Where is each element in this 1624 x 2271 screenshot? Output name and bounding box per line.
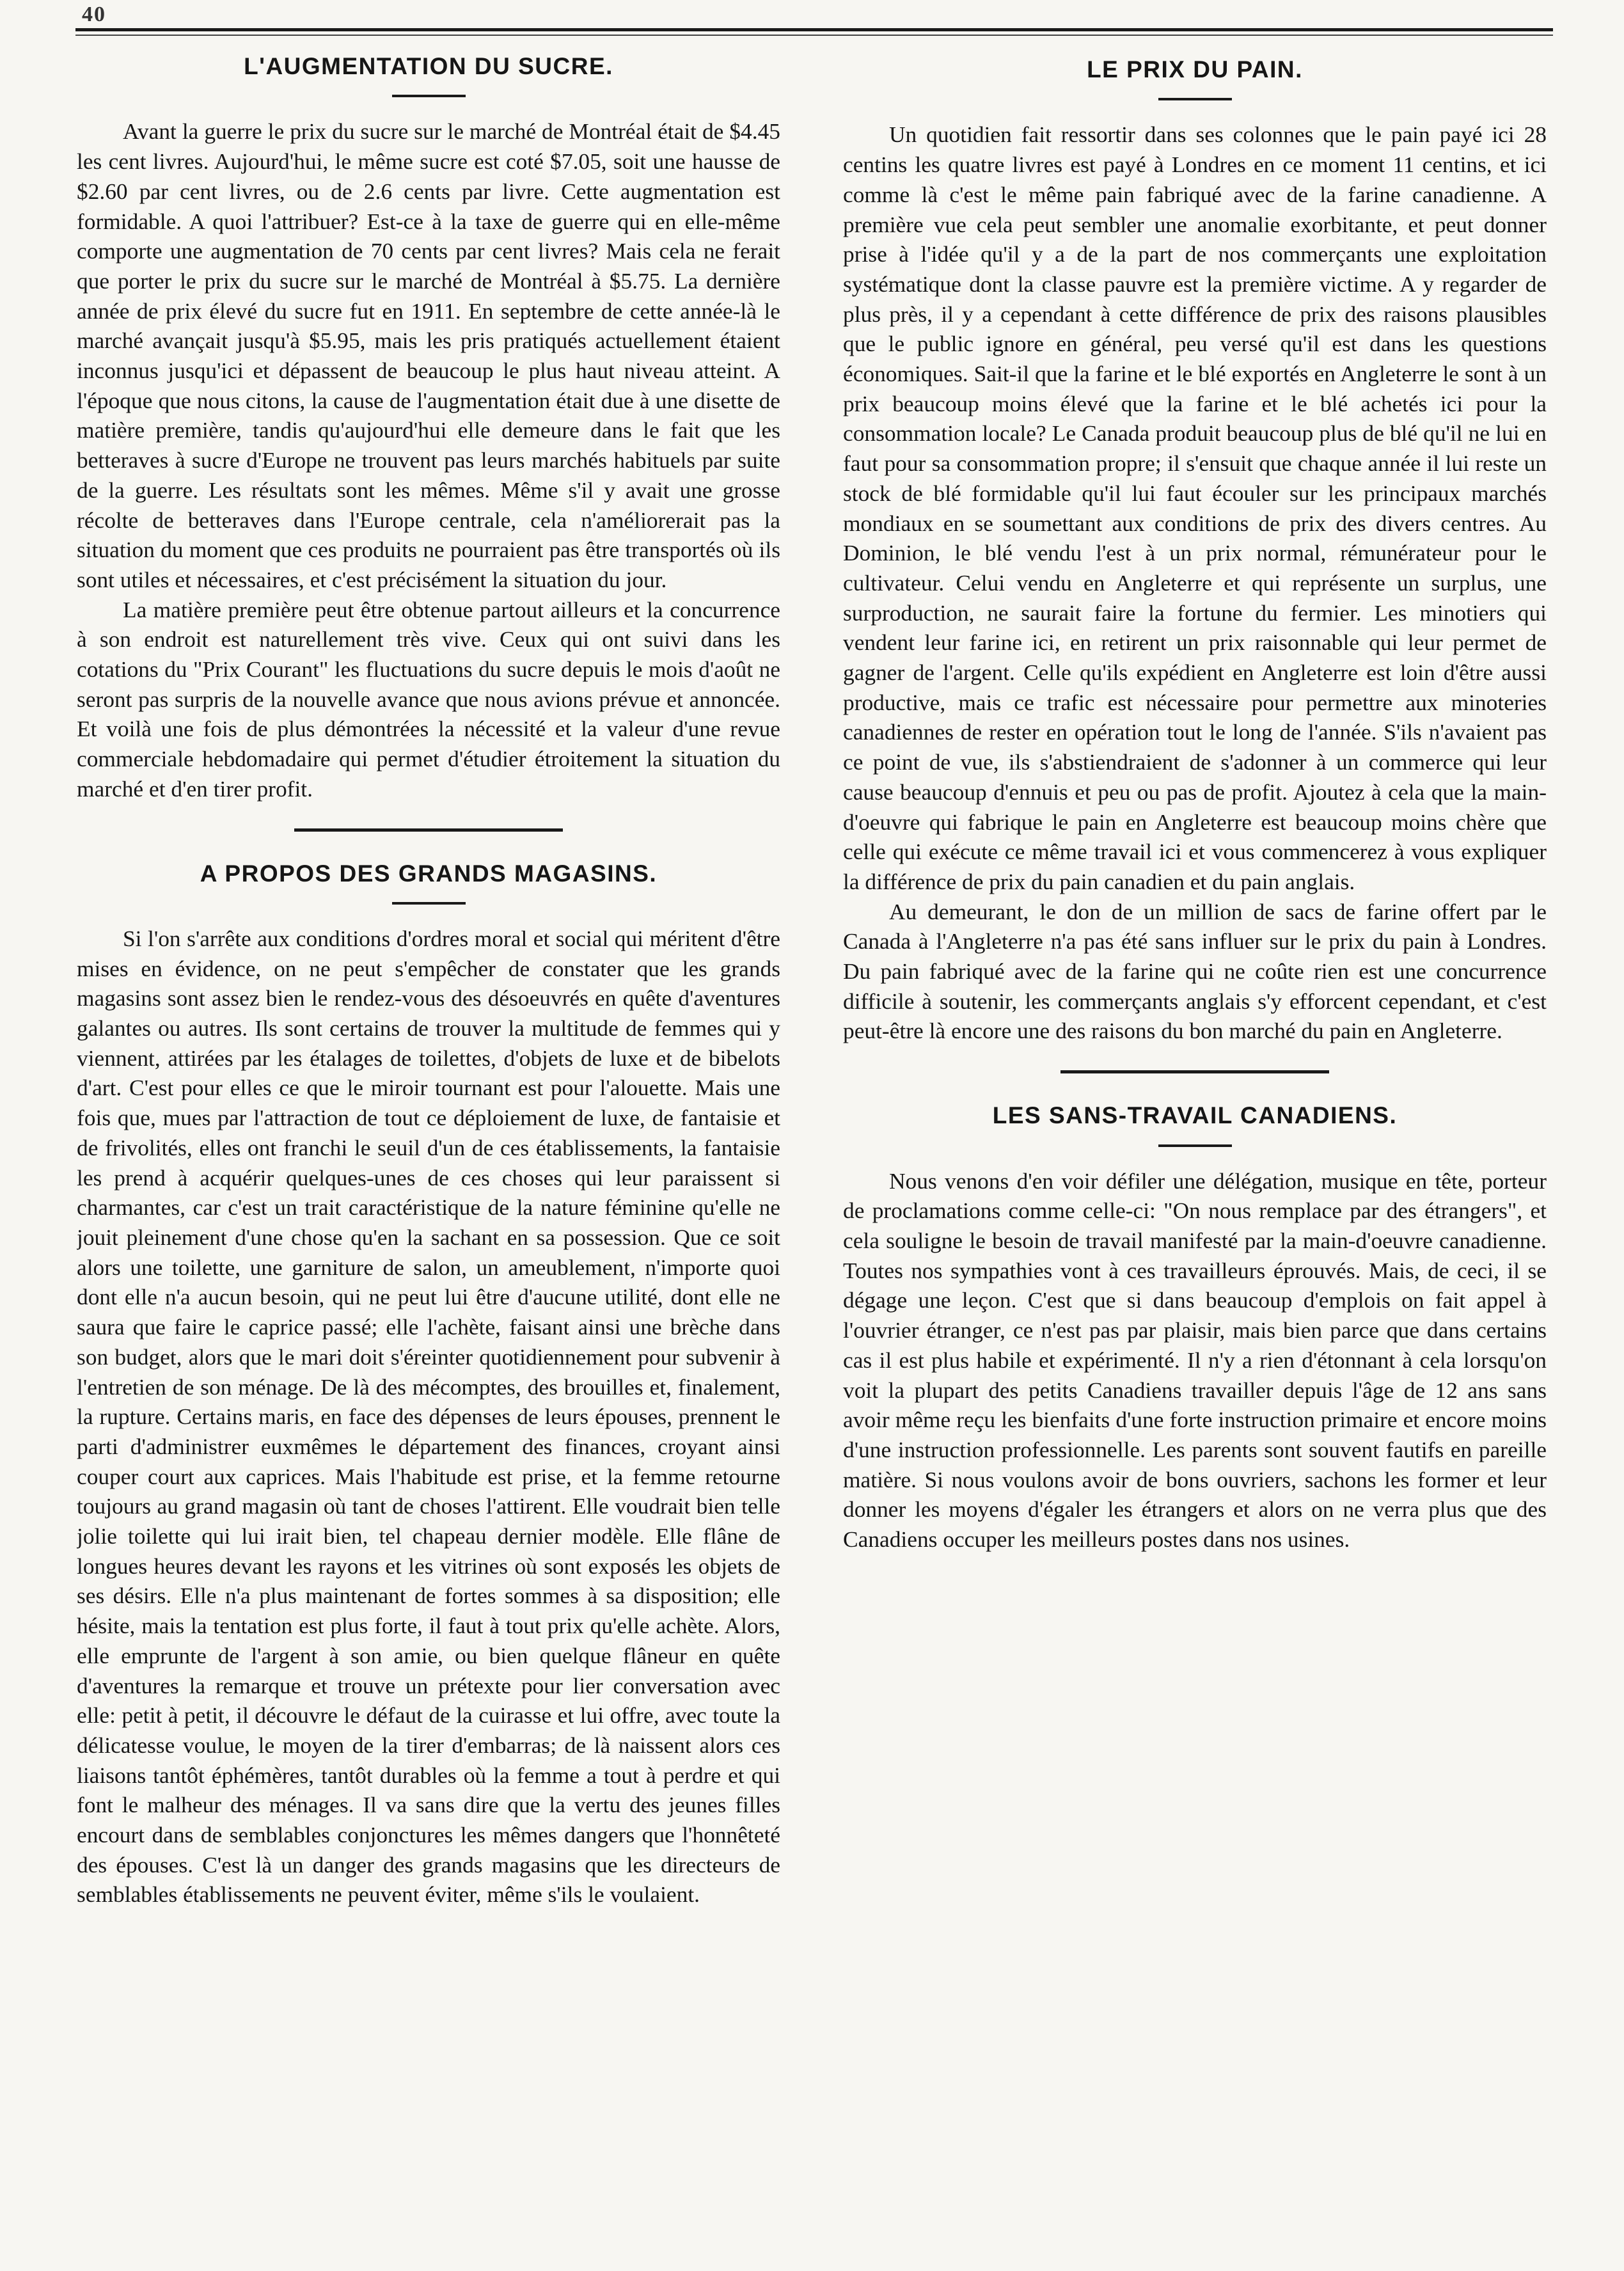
article-paragraph: Si l'on s'arrête aux conditions d'ordres moral et social qui méritent d'être mises en évidence, on ne peut s'empêcher de constater que les grands magasins sont assez bien le rendez-vous des désoeuvrés en quête d'aventures galantes ou autres. Ils sont certains de trouver la multitude de femmes qui y viennent, attirées par les étalages de toilettes, d'objets de luxe et de bibelots d'art. C'est pour elles ce que le miroir tournant est pour l'alouette. Mais une fois que, mues par l'attraction de tout ce déploiement de luxe, de fantaisie et de frivolités, elles ont franchi le seuil d'un de ces établissements, la fantaisie les prend à acquérir quelques-unes de ces choses qui leur paraissent si charmantes, car c'est un trait caractéristique de la nature féminine qu'elle ne jouit pleinement d'une chose qu'en la sachant en sa possession. Que ce soit alors une toilette, une garniture de salon, un ameublement, n'importe quoi dont elle n'a aucun besoin, qui ne peut lui être d'aucune utilité, dont elle ne saura que faire le caprice passé; elle l'achète, faisant ainsi une brèche dans son budget, alors que le mari doit s'éreinter quotidiennement pour subvenir à l'entretien de son ménage. De là des mécomptes, des brouilles et, finalement, la rupture. Certains maris, en face des dépenses de leurs épouses, prennent le parti d'administrer euxmêmes le département des finances, croyant ainsi couper court aux caprices. Mais l'habitude est prise, et la femme retourne toujours au grand magasin où tant de choses l'attirent. Elle voudrait bien telle jolie toilette qui lui irait bien, tel chapeau dernier modèle. Elle flâne de longues heures devant les rayons et les vitrines où sont exposés les objets de ses désirs. Elle n'a plus maintenant de fortes sommes à sa disposition; elle hésite, mais la tentation est plus forte, il faut à tout prix qu'elle achète. Alors, elle emprunte de l'argent à son amie, ou bien quelque flâneur en quête d'aventures la remarque et trouve un prétexte pour lier conversation avec elle: petit à petit, il découvre le défaut de la cuirasse et lui offre, avec toute la délicatesse voulue, le moyen de la tirer d'embarras; de là naissent alors ces liaisons tantôt éphémères, tantôt durables où la femme a tout à perdre et qui font le malheur des ménages. Il va sans dire que la vertu des jeunes filles encourt dans de semblables conjonctures les mêmes dangers que l'honnêteté des épouses. C'est là un danger des grands magasins que les directeurs de semblables établissements ne peuvent éviter, même s'ils le voulaient.: [77, 925, 780, 1908]
article-separator: [1060, 1070, 1329, 1073]
article-paragraph: Avant la guerre le prix du sucre sur le marché de Montréal était de $4.45 les cent livres. Aujourd'hui, le même sucre est coté $7.05, soit une hausse de $2.60 par cent livres, ou de 2.6 cents par livre. Cette augmentation est formidable. A quoi l'attribuer? Est-ce à la taxe de guerre qui en elle-même comporte une augmentation de 70 cents par cent livres? Mais cela ne ferait que porter le prix du sucre sur le marché de Montréal à $5.75. La dernière année de prix élevé du sucre fut en 1911. En septembre de cette année-là le marché avançait jusqu'à $5.95, mais les pris pratiqués actuellement étaient inconnus jusqu'ici et dépassent de beaucoup le plus haut niveau atteint. A l'époque que nous citons, la cause de l'augmentation était due à une disette de matière première, tandis qu'aujourd'hui elle demeure dans le fait que les betteraves à sucre d'Europe ne trouvent pas leurs marchés habituels par suite de la guerre. Les résultats sont les mêmes. Même s'il y avait une grosse récolte de betteraves dans l'Europe centrale, cela n'améliorerait pas la situation du moment que ces produits ne pourraient pas être transportés où ils sont utiles et nécessaires, et c'est précisément la situation du jour.: [77, 118, 780, 592]
left-column: [77, 52, 780, 2183]
article-title: A PROPOS DES GRANDS MAGASINS.: [200, 860, 658, 887]
title-rule: [392, 902, 466, 905]
article-title: LES SANS-TRAVAIL CANADIENS.: [992, 1102, 1398, 1129]
article-paragraph: Nous venons d'en voir défiler une délégation, musique en tête, porteur de proclamations comme celle-ci: "On nous remplace par des étrangers", et cela souligne le besoin de travail manifesté par la main-d'oeuvre canadienne. Toutes nos sympathies vont à ces travailleurs éprouvés. Mais, de ceci, il se dégage une leçon. C'est que si dans beaucoup d'emplois on fait appel à l'ouvrier étranger, ce n'est pas par plaisir, mais bien parce que dans certains cas il est plus habile et expérimenté. Il n'y a rien d'étonnant à cela lorsqu'on voit la plupart des petits Canadiens travailler depuis l'âge de 12 ans sans avoir même reçu les bienfaits d'une forte instruction primaire et encore moins d'une instruction professionnelle. Les parents sont souvent fautifs en pareille matière. Si nous voulons avoir de bons ouvriers, sachons les former et leur donner les moyens d'égaler les étrangers et alors on ne verra plus que des Canadiens occuper les meilleurs postes dans nos usines.: [843, 1167, 1547, 1553]
header-rule-thin: [75, 35, 1553, 36]
article-separator: [294, 828, 563, 832]
article-unemployed: [843, 1102, 1547, 1555]
article-bread-price: [843, 56, 1547, 1046]
title-rule: [1158, 98, 1232, 100]
article-title: L'AUGMENTATION DU SUCRE.: [244, 53, 613, 79]
right-column: [843, 52, 1547, 2183]
article-department-stores: [77, 860, 780, 1910]
article-paragraph: La matière première peut être obtenue partout ailleurs et la concurrence à son endroit est naturellement très vive. Ceux qui ont suivi dans les cotations du "Prix Courant" les fluctuations du sucre depuis le mois d'août ne seront pas surpris de la nouvelle avance que nous avions prévue et annoncée. Et voilà une fois de plus démontrées la nécessité et la valeur d'une revue commerciale hebdomadaire qui permet d'étudier étroitement la situation du marché et d'en tirer profit.: [77, 596, 780, 802]
page-number: 40: [82, 3, 106, 26]
article-paragraph: Un quotidien fait ressortir dans ses colonnes que le pain payé ici 28 centins les quatre livres est payé à Londres en ce moment 11 centins, et ici comme là c'est le même pain fabriqué avec de la farine canadienne. A première vue cela peut sembler une anomalie exorbitante, et peut donner prise à l'idée qu'il y a de la part de nos commerçants une exploitation systématique dont la classe pauvre est la première victime. A y regarder de plus près, il y a cependant à cette différence de prix des raisons plausibles que le public ignore en général, peu versé qu'il est dans les questions économiques. Sait-il que la farine et le blé exportés en Angleterre le sont à un prix beaucoup moins élevé que la farine et le blé achetés ici pour la consommation locale? Le Canada produit beaucoup plus de blé qu'il ne lui en faut pour sa consommation propre; il s'ensuit que chaque année il lui reste un stock de blé formidable qu'il lui faut écouler sur les principaux marchés mondiaux en se soumettant aux conditions de prix des divers centres. Au Dominion, le blé vendu l'est à un prix normal, rémunérateur pour le cultivateur. Celui vendu en Angleterre et qui représente un surplus, une surproduction, ne saurait faire la fortune du fermier. Les minotiers qui vendent leur farine ici, en retirent un prix raisonnable qui leur permet de gagner de l'argent. Celle qu'ils expédient en Angleterre est loin d'être aussi productive, mais ce trafic est nécessaire pour permettre aux minoteries canadiennes de rester en opération tout le long de l'année. S'ils n'avaient pas ce point de vue, ils s'abstiendraient de s'adonner à un commerce qui leur cause beaucoup d'ennuis et peu ou pas de profit. Ajoutez à cela que la main-d'oeuvre qui fabrique le pain en Angleterre est beaucoup moins chère que celle qui exécute ce même travail ici et vous commencerez à vous expliquer la différence de prix du pain canadien et du pain anglais.: [843, 122, 1547, 894]
article-title: LE PRIX DU PAIN.: [1087, 56, 1303, 83]
article-paragraph: Au demeurant, le don de un million de sacs de farine offert par le Canada à l'Angleterre n'a pas été sans influer sur le prix du pain à Londres. Du pain fabriqué avec de la farine qui ne coûte rien est une concurrence difficile à soutenir, les commerçants anglais s'y efforcent cependant, et c'est peut-être là encore une des raisons du bon marché du pain en Angleterre.: [843, 898, 1547, 1044]
title-rule: [392, 95, 466, 97]
title-rule: [1158, 1144, 1232, 1147]
article-sugar: [77, 52, 780, 804]
header-rule: [75, 28, 1553, 31]
